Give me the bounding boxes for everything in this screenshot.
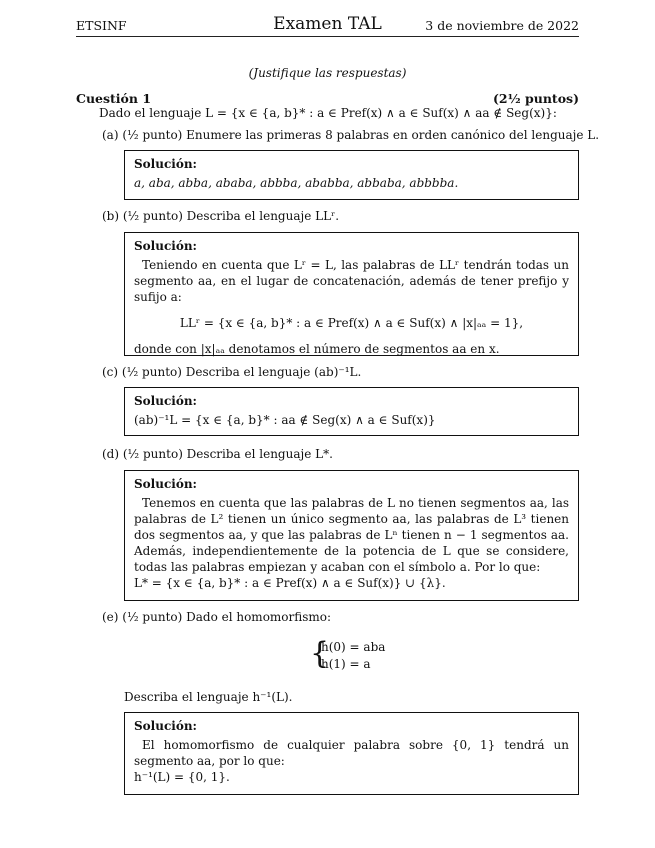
solution-formula: h⁻¹(L) = {0, 1}. xyxy=(134,770,230,784)
part-statement: (½ punto) Enumere las primeras 8 palabras en orden canónico del lenguaje L. xyxy=(122,128,600,142)
question-title: Cuestión 1 xyxy=(76,91,152,106)
part-statement: (½ punto) Describa el lenguaje LLʳ. xyxy=(122,209,340,223)
solution-text: Teniendo en cuenta que Lʳ = L, las palabras de LLʳ tendrán todas un segmento aa, en el lugar de concatenación, además de tener prefijo y sufijo a: xyxy=(134,258,569,304)
exam-date: 3 de noviembre de 2022 xyxy=(425,18,579,33)
brace-symbol: { xyxy=(310,636,330,671)
solution-label: Solución: xyxy=(134,157,197,171)
part-e-describe: Describa el lenguaje h⁻¹(L). xyxy=(124,690,293,704)
solution-label: Solución: xyxy=(134,239,197,253)
solution-label: Solución: xyxy=(134,394,197,408)
hom-line-0: h(0) = aba xyxy=(321,640,386,654)
part-label: (b) xyxy=(102,209,120,223)
solution-text: (ab)⁻¹L = {x ∈ {a, b}* : aa ∉ Seg(x) ∧ a ∈ Suf(x)} xyxy=(134,413,436,427)
part-e xyxy=(102,610,331,624)
part-a xyxy=(102,128,599,142)
solution-box-d xyxy=(124,470,579,601)
solution-formula: L* = {x ∈ {a, b}* : a ∈ Pref(x) ∧ a ∈ Suf(x)} ∪ {λ}. xyxy=(134,576,446,590)
solution-text: Tenemos en cuenta que las palabras de L no tienen segmentos aa, las palabras de L² tienen un único segmento aa, las palabras de L³ tienen dos segmentos aa, y que las palabras de Lⁿ tienen n − 1 segmentos aa. Además, independientemente de la potencia de L que se considere, todas las palabras empiezan y acaban con el símbolo a. Por lo que: xyxy=(134,496,569,574)
institution-label: ETSINF xyxy=(76,18,127,33)
part-label: (a) xyxy=(102,128,119,142)
page-header xyxy=(76,14,579,37)
solution-label: Solución: xyxy=(134,719,197,733)
solution-text: a, aba, abba, ababa, abbba, ababba, abbaba, abbbba. xyxy=(134,176,459,190)
part-b xyxy=(102,209,339,223)
part-label: (c) xyxy=(102,365,119,379)
exam-title: Examen TAL xyxy=(273,14,382,34)
solution-formula: LLʳ = {x ∈ {a, b}* : a ∈ Pref(x) ∧ a ∈ Suf(x) ∧ |x|ₐₐ = 1}, xyxy=(179,316,524,330)
part-statement: (½ punto) Dado el homomorfismo: xyxy=(122,610,332,624)
part-c xyxy=(102,365,361,379)
solution-box-e xyxy=(124,712,579,795)
solution-text: El homomorfismo de cualquier palabra sobre {0, 1} tendrá un segmento aa, por lo que: xyxy=(134,738,569,768)
hom-line-1: h(1) = a xyxy=(321,657,371,671)
solution-box-a xyxy=(124,150,579,200)
part-label: (d) xyxy=(102,447,120,461)
solution-note: donde con |x|ₐₐ denotamos el número de segmentos aa en x. xyxy=(134,342,500,356)
part-d xyxy=(102,447,333,461)
part-statement: (½ punto) Describa el lenguaje L*. xyxy=(122,447,333,461)
question-intro: Dado el lenguaje L = {x ∈ {a, b}* : a ∈ Pref(x) ∧ a ∈ Suf(x) ∧ aa ∉ Seg(x)}: xyxy=(99,106,557,120)
part-statement: (½ punto) Describa el lenguaje (ab)⁻¹L. xyxy=(121,365,362,379)
question-points: (2½ puntos) xyxy=(493,91,579,106)
solution-box-c xyxy=(124,387,579,436)
justify-note: (Justifique las respuestas) xyxy=(248,66,407,80)
part-label: (e) xyxy=(102,610,119,624)
solution-label: Solución: xyxy=(134,477,197,491)
solution-box-b xyxy=(124,232,579,356)
